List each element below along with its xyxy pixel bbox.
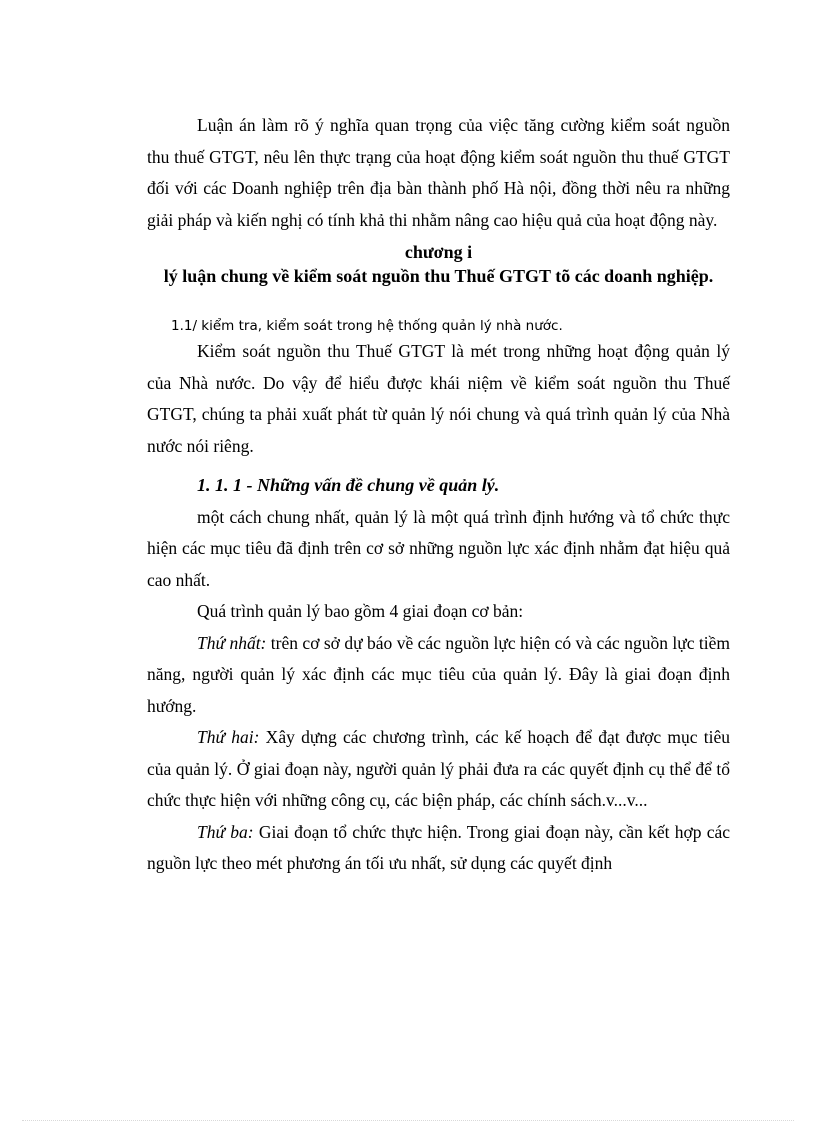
stage-one-text: trên cơ sở dự báo về các nguồn lực hiện có và các nguồn lực tiềm năng, người quản lý xác định các mục tiêu của quản lý. Đây là giai đoạn định hướng.	[147, 632, 730, 716]
stage-three-paragraph	[147, 817, 730, 880]
subsection-heading: 1. 1. 1 - Những vấn đề chung về quản lý.	[197, 475, 500, 495]
stage-one-label: Thứ nhất:	[197, 632, 267, 653]
section-paragraph: Kiểm soát nguồn thu Thuế GTGT là mét trong những hoạt động quản lý của Nhà nước. Do vậy để hiểu được khái niệm về kiểm soát nguồn thu Thuế GTGT, chúng ta phải xuất phát từ quản lý nói chung và quá trình quản lý của Nhà nước nói riêng.	[147, 341, 730, 456]
stage-three-label: Thứ ba:	[197, 821, 254, 842]
subsection-paragraph-stages: Quá trình quản lý bao gồm 4 giai đoạn cơ bản:	[197, 601, 524, 621]
stage-two-text: Xây dựng các chương trình, các kế hoạch để đạt được mục tiêu của quản lý. Ở giai đoạn này, người quản lý phải đưa ra các quyết định cụ thể để tổ chức thực hiện với những công cụ, các biện pháp, các chính sách.v...v...	[147, 727, 730, 810]
stage-one-paragraph	[147, 628, 730, 723]
intro-paragraph: Luận án làm rõ ý nghĩa quan trọng của việc tăng cường kiểm soát nguồn thu thuế GTGT, nêu lên thực trạng của hoạt động kiểm soát nguồn thu thuế GTGT đối với các Doanh nghiệp trên địa bàn thành phố Hà nội, đồng thời nêu ra những giải pháp và kiến nghị có tính khả thi nhằm nâng cao hiệu quả của hoạt động này.	[147, 115, 730, 230]
stage-two-paragraph	[147, 722, 730, 817]
section-heading: 1.1/ kiểm tra, kiểm soát trong hệ thống quản lý nhà nước.	[171, 318, 563, 334]
stage-three-text: Giai đoạn tổ chức thực hiện. Trong giai đoạn này, cần kết hợp các nguồn lực theo mét phương án tối ưu nhất, sử dụng các quyết định	[147, 821, 731, 873]
page-bottom-border	[22, 1120, 794, 1121]
chapter-title: lý luận chung về kiểm soát nguồn thu Thuế GTGT tõ các doanh nghiệp.	[163, 266, 714, 286]
document-page	[147, 110, 730, 880]
stage-two-label: Thứ hai:	[197, 727, 260, 747]
subsection-paragraph-definition: một cách chung nhất, quản lý là một quá trình định hướng và tổ chức thực hiện các mục tiêu đã định trên cơ sở những nguồn lực xác định nhằm đạt hiệu quả cao nhất.	[147, 506, 730, 590]
chapter-number: chương i	[404, 242, 473, 262]
